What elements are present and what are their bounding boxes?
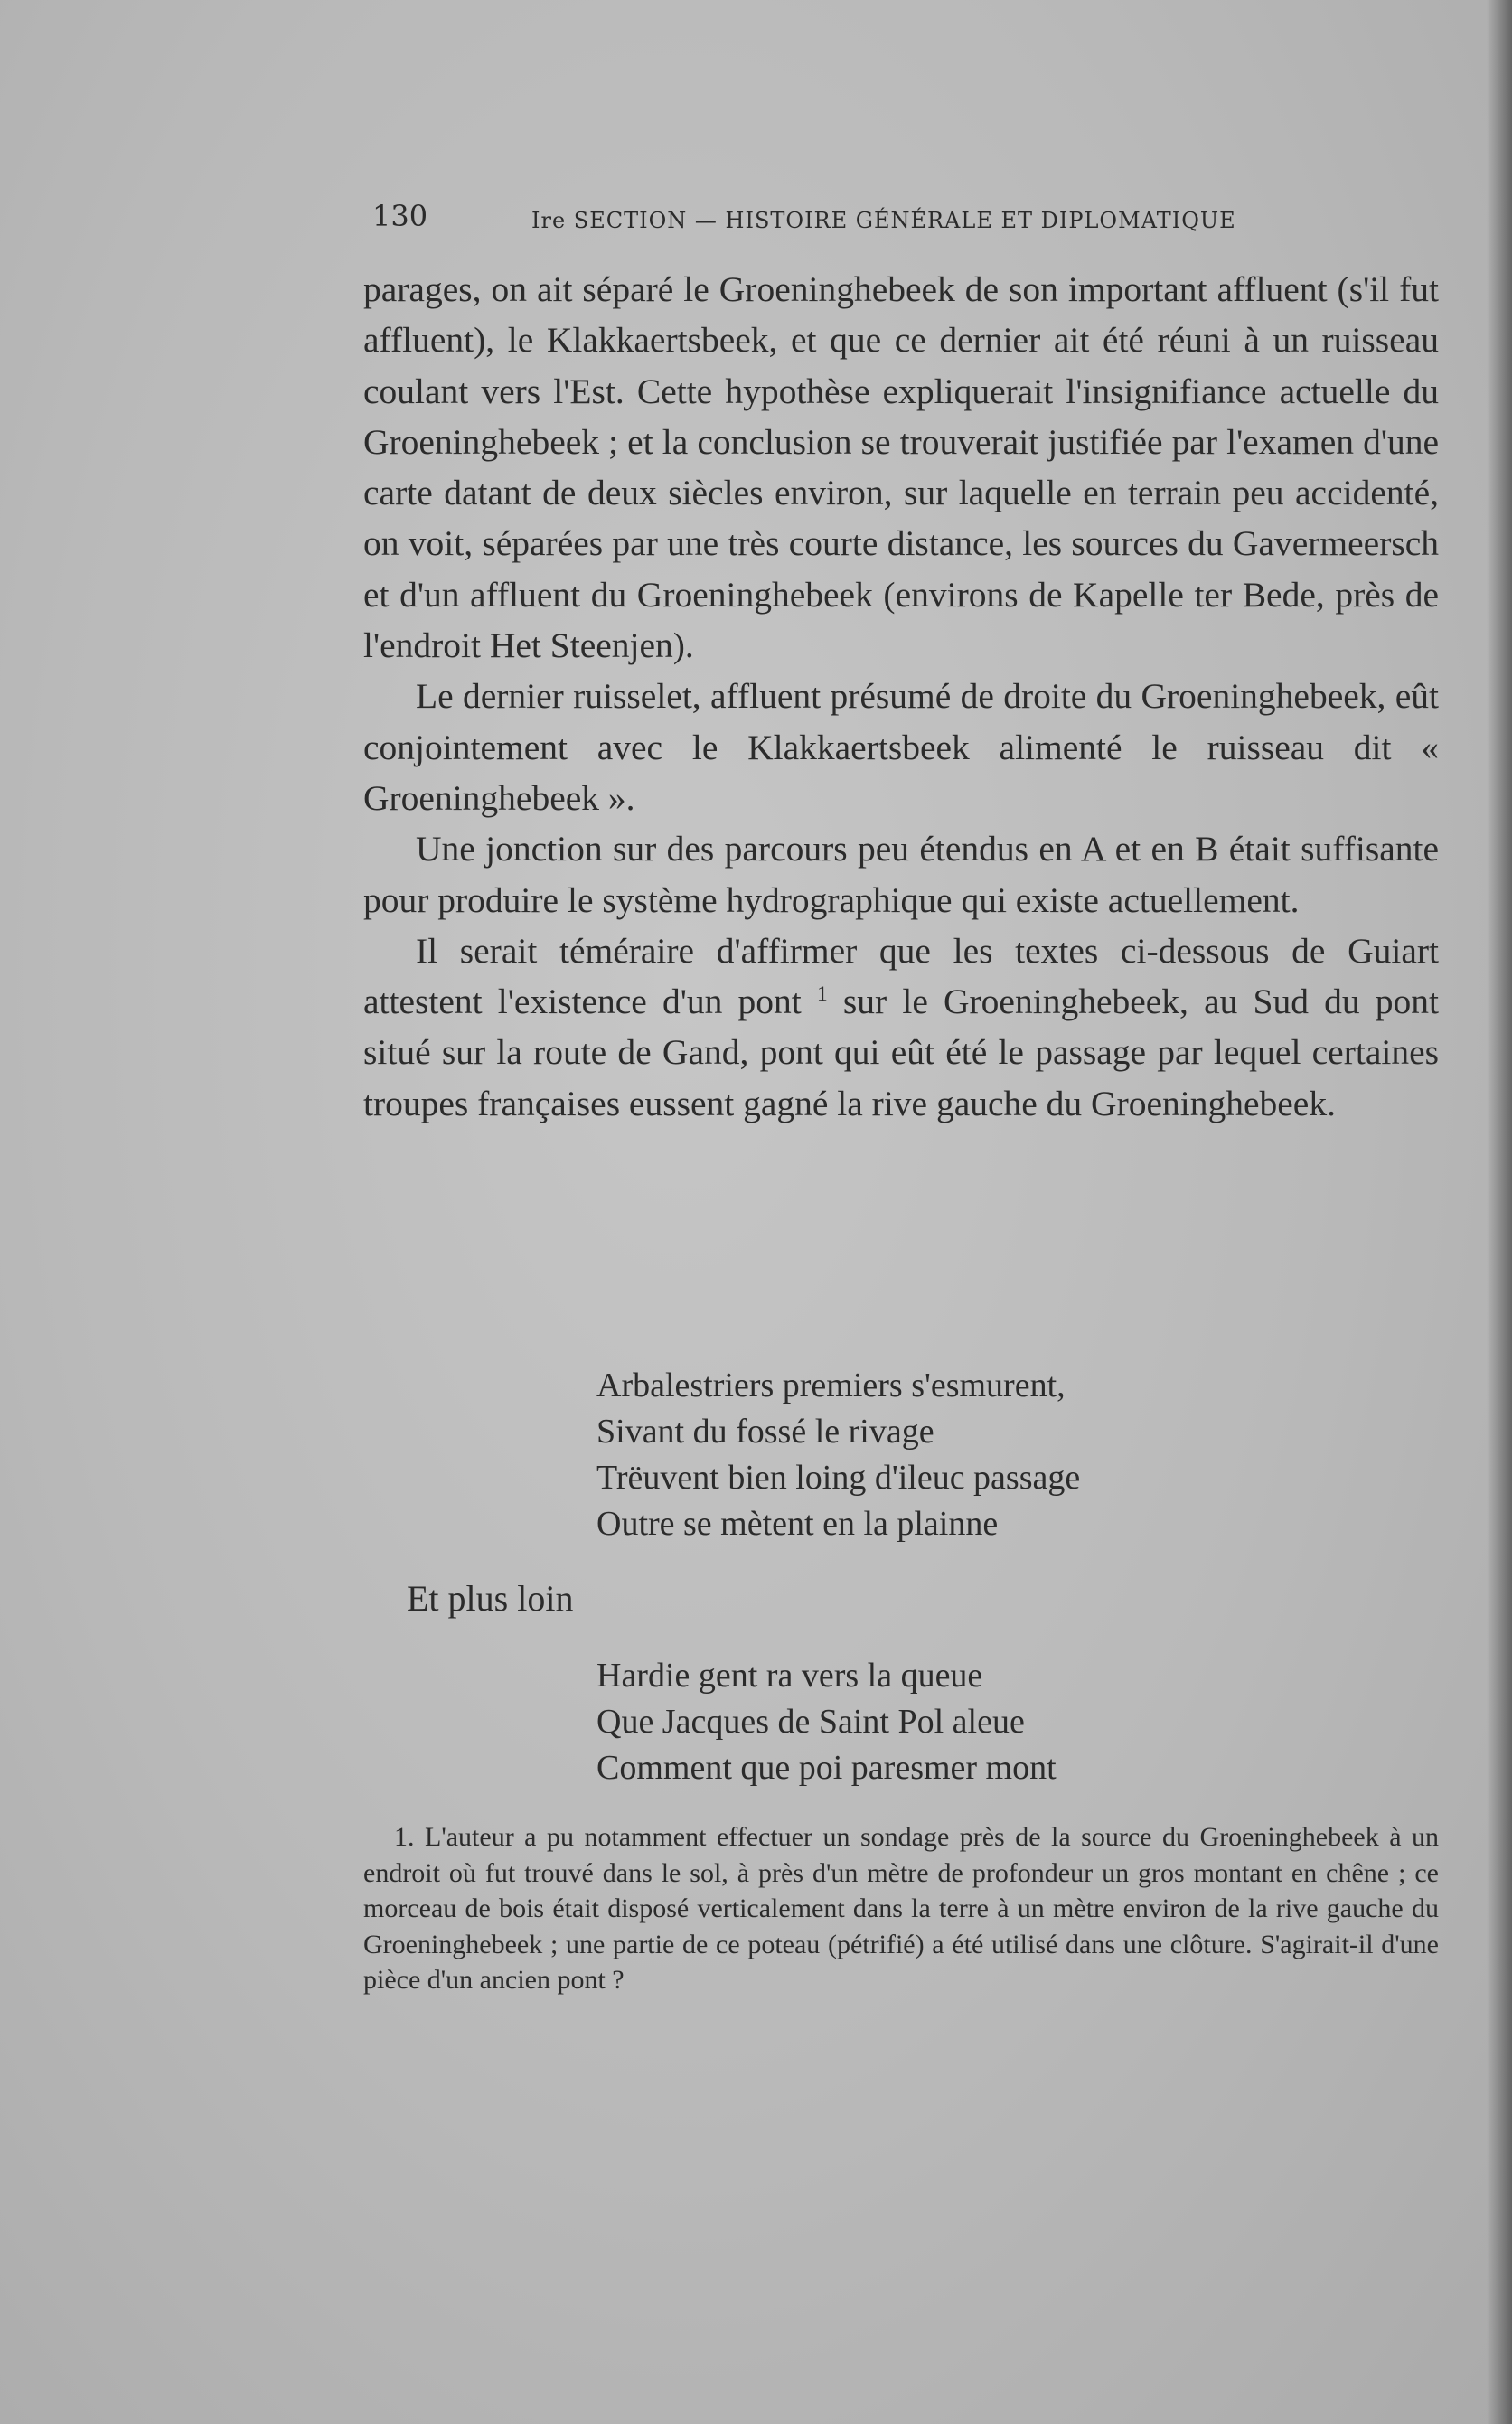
transition-text: Et plus loin	[407, 1578, 574, 1619]
verse-line: Outre se mètent en la plainne	[596, 1505, 999, 1543]
verse-quote-2	[596, 1653, 1057, 1791]
paragraph-4-start: Il serait téméraire d'affirmer que les textes ci-dessous de Guiart attestent l'existence d'un pont	[363, 930, 1439, 1022]
verse-quote-1	[596, 1363, 1080, 1547]
verse-line: Arbalestriers premiers s'esmurent,	[596, 1367, 1066, 1405]
verse-line: Trëuvent bien loing d'ileuc passage	[596, 1459, 1081, 1497]
footnote-paragraph	[363, 1819, 1439, 1998]
footnote-number: 1.	[394, 1822, 415, 1852]
verse-line: Comment que poi paresmer mont	[596, 1749, 1057, 1787]
main-text	[363, 264, 1439, 1129]
verse-line: Hardie gent ra vers la queue	[596, 1657, 983, 1695]
paragraph-4	[363, 925, 1439, 1129]
footnote-reference: 1	[816, 982, 828, 1006]
verse-line: Que Jacques de Saint Pol aleue	[596, 1703, 1025, 1741]
verse-line: Sivant du fossé le rivage	[596, 1413, 934, 1451]
paragraph-1: parages, on ait séparé le Groeninghebeek de son important affluent (s'il fut affluent), le Klakkaertsbeek, et que ce dernier ait été réuni à un ruisseau coulant vers l'Est. Cette hypothèse expliquerait l'insignifiance actuelle du Groeninghebeek ; et la conclusion se trouverait justifiée par l'examen d'une carte datant de deux siècles environ, sur laquelle en terrain peu accidenté, on voit, séparées par une très courte distance, les sources du Gavermeersch et d'un affluent du Groeninghebeek (environs de Kapelle ter Bede, près de l'endroit Het Steenjen).	[363, 269, 1439, 666]
paragraph-4-end: sur le Groeninghebeek, au Sud du pont situé sur la route de Gand, pont qui eût été le passage par lequel certaines troupes françaises eussent gagné la rive gauche du Groeninghebeek.	[363, 982, 1440, 1123]
paragraph-2: Le dernier ruisselet, affluent présumé de droite du Groeninghebeek, eût conjointement avec le Klakkaertsbeek alimenté le ruisseau dit « Groeninghebeek ».	[363, 676, 1439, 818]
paragraph-3: Une jonction sur des parcours peu étendus en A et en B était suffisante pour produire le système hydrographique qui existe actuellement.	[363, 829, 1439, 920]
footnote	[363, 1819, 1439, 1998]
page-number: 130	[372, 199, 428, 233]
running-head: Ire SECTION — HISTOIRE GÉNÉRALE ET DIPLOMATIQUE	[531, 208, 1236, 233]
footnote-text: L'auteur a pu notamment effectuer un sondage près de la source du Groeninghebeek à un endroit où fut trouvé dans le sol, à près d'un mètre de profondeur un gros montant en chêne ; ce morceau de bois était disposé verticalement dans la terre à un mètre environ de la rive gauche du Groeninghebeek ; une partie de ce poteau (pétrifié) a été utilisé dans une clôture. S'agirait-il d'une pièce d'un ancien pont ?	[363, 1822, 1439, 1995]
page-header	[372, 197, 1285, 251]
